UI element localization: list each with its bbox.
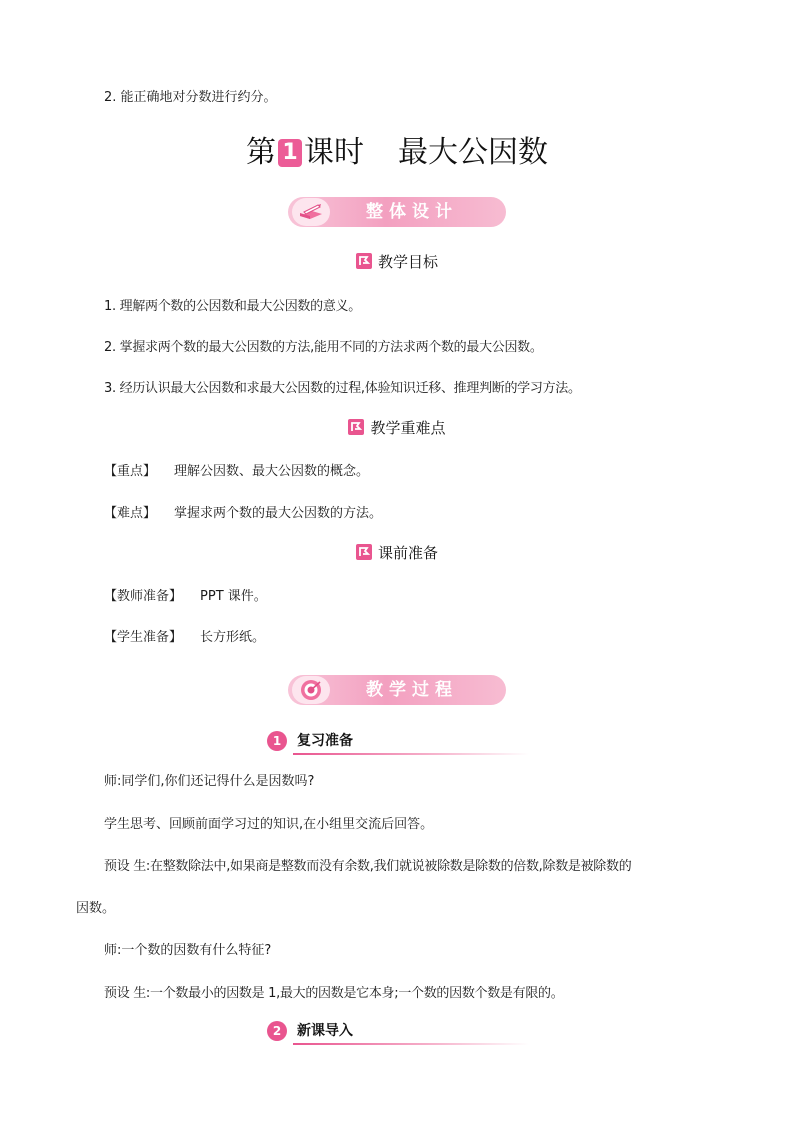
student-preparation-row [104,629,265,647]
banner-overall-design [288,197,506,227]
step-underline [293,1043,529,1045]
difficult-point-text: 掌握求两个数的最大公因数的方法。 [174,506,383,521]
process-paragraph-3-line-2: 因数。 [76,901,116,916]
subhead-preparation [0,543,794,563]
student-preparation-text: 长方形纸。 [200,630,266,645]
pink-flag-icon [348,419,364,435]
lesson-title [0,134,794,172]
intro-objective: 2. 能正确地对分数进行约分。 [104,90,277,105]
goal-item-1: 1. 理解两个数的公因数和最大公因数的意义。 [104,299,361,314]
student-preparation-label: 【学生准备】 [104,630,183,645]
lesson-title-prefix: 第 [246,135,276,170]
difficult-point-label: 【难点】 [104,506,157,521]
process-paragraph-4: 师:一个数的因数有什么特征? [104,943,272,958]
goal-item-2: 2. 掌握求两个数的最大公因数的方法,能用不同的方法求两个数的最大公因数。 [104,340,543,355]
teacher-preparation-row [104,588,267,606]
step-number-badge: 2 [267,1021,287,1041]
lesson-number-badge: 1 [278,139,302,167]
step-new-lesson-intro [267,1019,529,1045]
pink-flag-icon [356,253,372,269]
subhead-key-points-label: 教学重难点 [370,419,446,437]
subhead-goals [0,252,794,272]
subhead-goals-label: 教学目标 [377,253,438,271]
process-paragraph-3-line-1: 预设 生:在整数除法中,如果商是整数而没有余数,我们就说被除数是除数的倍数,除数是被除数的 [104,859,632,874]
process-paragraph-5: 预设 生:一个数最小的因数是 1,最大的因数是它本身;一个数的因数个数是有限的。 [104,986,564,1001]
banner-overall-design-label: 整体设计 [366,202,458,222]
banner-teaching-process [288,675,506,705]
lesson-title-suffix: 课时 [304,135,364,170]
goal-item-3: 3. 经历认识最大公因数和求最大公因数的过程,体验知识迁移、推理判断的学习方法。 [104,381,581,396]
banner-teaching-process-label: 教学过程 [366,680,458,700]
lesson-name: 最大公因数 [398,135,548,170]
key-point-text: 理解公因数、最大公因数的概念。 [174,464,370,479]
difficult-point-row [104,505,382,523]
pink-flag-icon [356,544,372,560]
key-point-label: 【重点】 [104,464,157,479]
key-point-row [104,463,369,481]
subhead-key-points [0,418,794,438]
subhead-preparation-label: 课前准备 [377,544,438,562]
step-number-badge: 1 [267,731,287,751]
process-paragraph-1: 师:同学们,你们还记得什么是因数吗? [104,774,315,789]
teacher-preparation-text: PPT 课件。 [200,589,267,604]
teacher-preparation-label: 【教师准备】 [104,589,183,604]
step-label: 复习准备 [297,733,353,749]
step-label: 新课导入 [297,1023,353,1039]
step-underline [293,753,529,755]
process-paragraph-2: 学生思考、回顾前面学习过的知识,在小组里交流后回答。 [104,817,434,832]
step-review-preparation [267,729,529,755]
